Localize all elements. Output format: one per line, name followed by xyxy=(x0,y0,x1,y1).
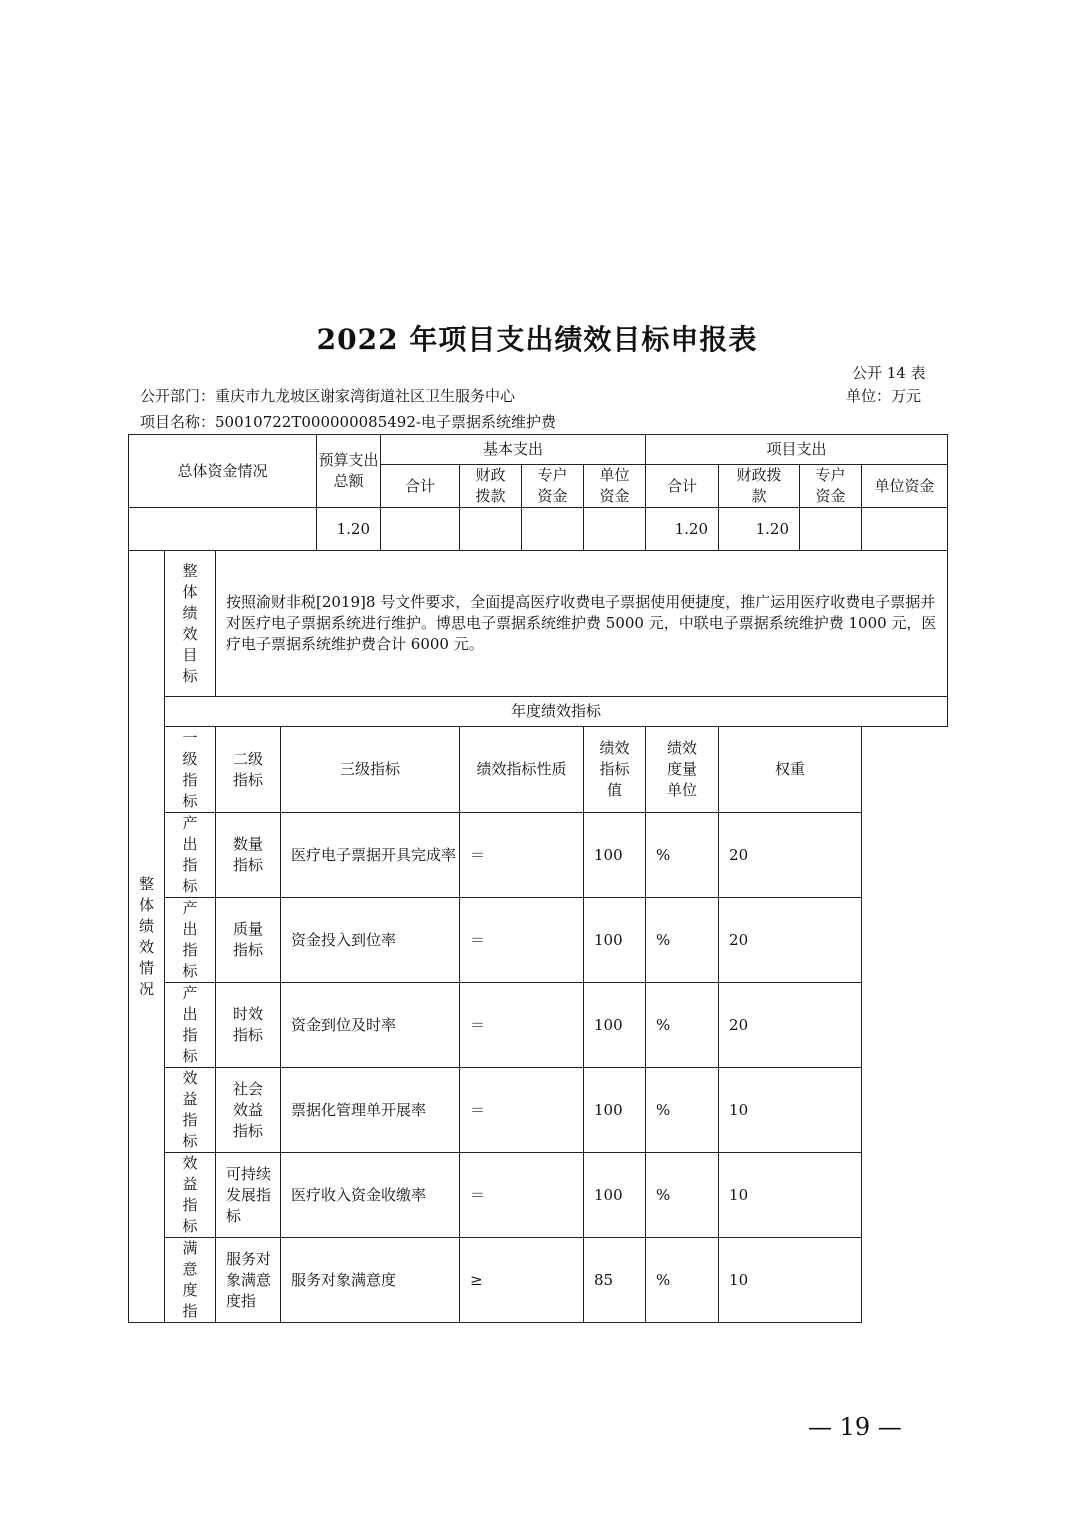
table-row xyxy=(129,898,948,983)
level3-cell: 医疗收入资金收缴率 xyxy=(281,1153,460,1238)
overall-performance-side-label: 整体绩效情况 xyxy=(129,551,165,1323)
performance-table xyxy=(128,434,948,1323)
project-name-line: 项目名称：50010722T000000085492-电子票据系统维护费 xyxy=(140,413,556,431)
level1-cell: 产出指标 xyxy=(165,983,216,1068)
level2-cell: 服务对象满意度指 xyxy=(216,1238,281,1323)
project-total-header: 合计 xyxy=(646,465,719,508)
weight-cell: 10 xyxy=(719,1068,862,1153)
level2-header: 二级指标 xyxy=(216,727,281,813)
overall-goal-label: 整体绩效目标 xyxy=(165,551,216,697)
funds-label-spacer xyxy=(129,508,317,551)
level1-cell: 产出指标 xyxy=(165,898,216,983)
project-total-value: 1.20 xyxy=(646,508,719,551)
table-row xyxy=(129,983,948,1068)
basic-fiscal-header: 财政拨款 xyxy=(460,465,522,508)
weight-header: 权重 xyxy=(719,727,862,813)
basic-total-header: 合计 xyxy=(381,465,460,508)
level3-cell: 票据化管理单开展率 xyxy=(281,1068,460,1153)
nature-cell: ＝ xyxy=(460,898,584,983)
basic-total-value xyxy=(381,508,460,551)
basic-unit-value xyxy=(584,508,646,551)
level2-cell: 时效指标 xyxy=(216,983,281,1068)
level1-cell: 效益指标 xyxy=(165,1068,216,1153)
project-special-header: 专户资金 xyxy=(800,465,862,508)
table-row xyxy=(129,1153,948,1238)
level1-header: 一级指标 xyxy=(165,727,216,813)
project-unit-value xyxy=(862,508,948,551)
value-cell: 85 xyxy=(584,1238,646,1323)
department-line: 公开部门：重庆市九龙坡区谢家湾街道社区卫生服务中心 xyxy=(140,387,516,405)
unit-cell: % xyxy=(646,898,719,983)
value-cell: 100 xyxy=(584,1068,646,1153)
nature-header: 绩效指标性质 xyxy=(460,727,584,813)
level3-header: 三级指标 xyxy=(281,727,460,813)
value-cell: 100 xyxy=(584,898,646,983)
project-fiscal-value: 1.20 xyxy=(719,508,800,551)
overall-funds-label: 总体资金情况 xyxy=(129,435,317,508)
budget-total-value: 1.20 xyxy=(317,508,381,551)
unit-cell: % xyxy=(646,813,719,898)
level3-cell: 资金到位及时率 xyxy=(281,983,460,1068)
page-number: — 19 — xyxy=(808,1413,902,1441)
unit-cell: % xyxy=(646,1238,719,1323)
table-row xyxy=(129,813,948,898)
weight-cell: 20 xyxy=(719,898,862,983)
nature-cell: ＝ xyxy=(460,1153,584,1238)
weight-cell: 20 xyxy=(719,813,862,898)
annual-indicators-header: 年度绩效指标 xyxy=(165,697,948,727)
value-header: 绩效指标值 xyxy=(584,727,646,813)
nature-cell: ＝ xyxy=(460,1068,584,1153)
unit-cell: % xyxy=(646,1153,719,1238)
value-cell: 100 xyxy=(584,1153,646,1238)
project-fiscal-header: 财政拨款 xyxy=(719,465,800,508)
level1-cell: 效益指标 xyxy=(165,1153,216,1238)
unit-cell: % xyxy=(646,983,719,1068)
budget-total-header: 预算支出总额 xyxy=(317,435,381,508)
basic-special-value xyxy=(522,508,584,551)
nature-cell: ≥ xyxy=(460,1238,584,1323)
table-number: 公开 14 表 xyxy=(852,364,926,382)
nature-cell: ＝ xyxy=(460,813,584,898)
level2-cell: 可持续发展指标 xyxy=(216,1153,281,1238)
weight-cell: 20 xyxy=(719,983,862,1068)
basic-fiscal-value xyxy=(460,508,522,551)
level3-cell: 服务对象满意度 xyxy=(281,1238,460,1323)
level1-cell: 产出指标 xyxy=(165,813,216,898)
project-special-value xyxy=(800,508,862,551)
basic-expenditure-header: 基本支出 xyxy=(381,435,646,465)
table-row xyxy=(129,1068,948,1153)
overall-goal-text: 按照渝财非税[2019]8 号文件要求，全面提高医疗收费电子票据使用便捷度，推广运用医疗收费电子票据并对医疗电子票据系统进行维护。博思电子票据系统维护费 5000 元，中联电子票据系统维护费 1000 元，医疗电子票据系统维护费合计 6000 元。 xyxy=(216,551,948,697)
page-title: 2022 年项目支出绩效目标申报表 xyxy=(316,323,758,356)
unit-cell: % xyxy=(646,1068,719,1153)
value-cell: 100 xyxy=(584,983,646,1068)
level2-cell: 社会效益指标 xyxy=(216,1068,281,1153)
nature-cell: ＝ xyxy=(460,983,584,1068)
project-expenditure-header: 项目支出 xyxy=(646,435,948,465)
weight-cell: 10 xyxy=(719,1238,862,1323)
level2-cell: 质量指标 xyxy=(216,898,281,983)
basic-unit-header: 单位资金 xyxy=(584,465,646,508)
level2-cell: 数量指标 xyxy=(216,813,281,898)
project-unit-header: 单位资金 xyxy=(862,465,948,508)
level3-cell: 资金投入到位率 xyxy=(281,898,460,983)
unit-header: 绩效度量单位 xyxy=(646,727,719,813)
unit-line: 单位：万元 xyxy=(846,387,922,405)
level1-cell: 满意度指 xyxy=(165,1238,216,1323)
weight-cell: 10 xyxy=(719,1153,862,1238)
table-row xyxy=(129,1238,948,1323)
basic-special-header: 专户资金 xyxy=(522,465,584,508)
level3-cell: 医疗电子票据开具完成率 xyxy=(281,813,460,898)
value-cell: 100 xyxy=(584,813,646,898)
